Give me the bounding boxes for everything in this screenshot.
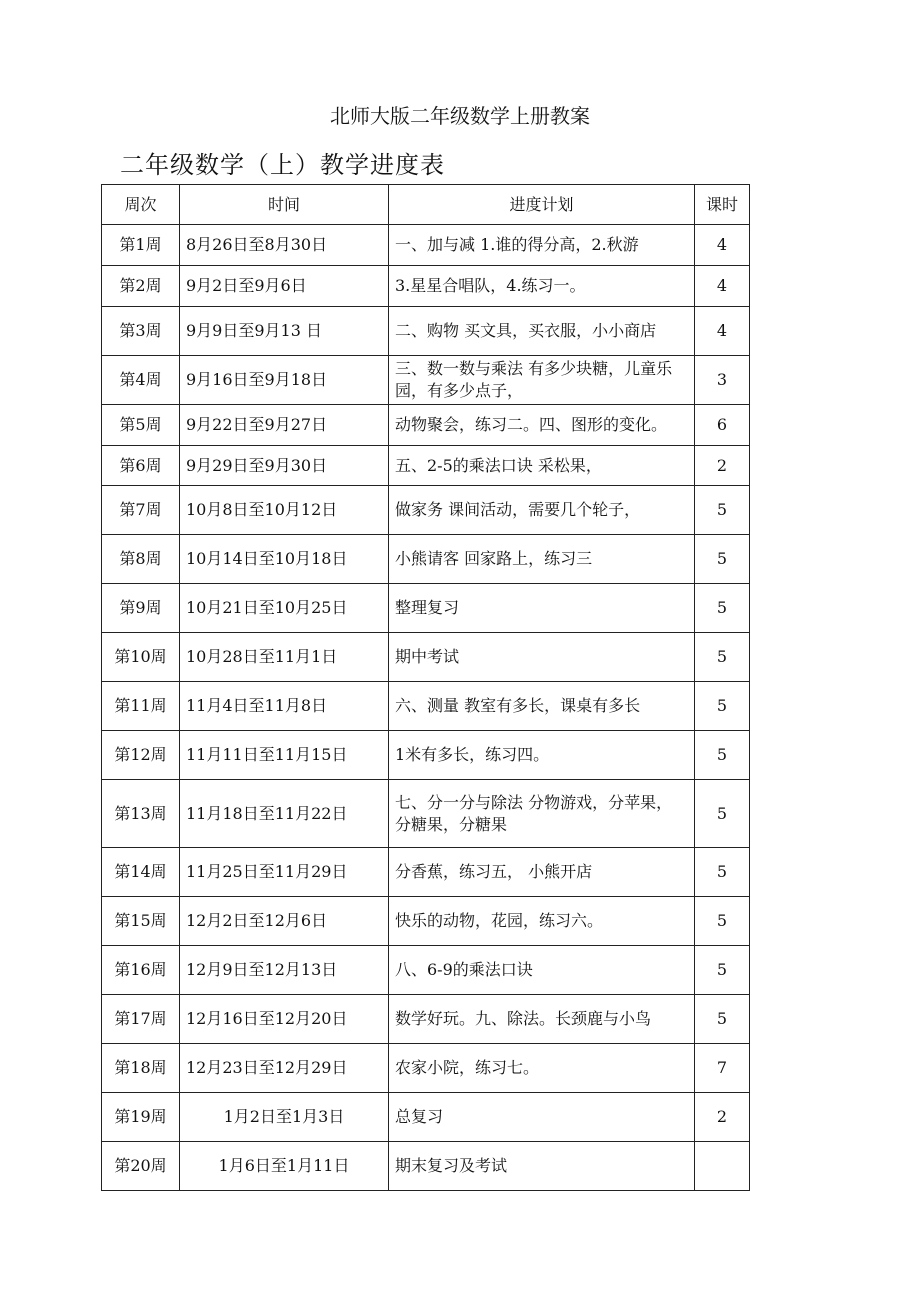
time-cell: 12月9日至12月13日	[180, 946, 389, 995]
table-row	[102, 584, 750, 633]
hours-cell: 5	[695, 731, 750, 780]
week-cell: 第10周	[102, 633, 180, 682]
hours-cell: 5	[695, 535, 750, 584]
hours-cell: 2	[695, 446, 750, 486]
table-row	[102, 682, 750, 731]
time-cell: 11月18日至11月22日	[180, 780, 389, 848]
hours-cell	[695, 1142, 750, 1191]
time-cell: 12月2日至12月6日	[180, 897, 389, 946]
plan-cell: 农家小院，练习七。	[389, 1044, 695, 1093]
schedule-title: 二年级数学（上）教学进度表	[120, 151, 445, 179]
plan-cell: 分香蕉，练习五， 小熊开店	[389, 848, 695, 897]
plan-cell: 做家务 课间活动，需要几个轮子，	[389, 486, 695, 535]
table-row	[102, 405, 750, 446]
hours-cell: 5	[695, 682, 750, 731]
time-cell: 11月4日至11月8日	[180, 682, 389, 731]
hours-cell: 5	[695, 848, 750, 897]
plan-cell: 一、加与减 1.谁的得分高，2.秋游	[389, 225, 695, 266]
week-cell: 第11周	[102, 682, 180, 731]
week-cell: 第12周	[102, 731, 180, 780]
plan-cell: 三、数一数与乘法 有多少块糖，儿童乐园，有多少点子，	[389, 356, 695, 405]
header-time: 时间	[180, 185, 389, 225]
time-cell: 9月9日至9月13 日	[180, 307, 389, 356]
hours-cell: 4	[695, 266, 750, 307]
table-row	[102, 446, 750, 486]
plan-cell: 期末复习及考试	[389, 1142, 695, 1191]
hours-cell: 3	[695, 356, 750, 405]
plan-cell: 数学好玩。九、除法。长颈鹿与小鸟	[389, 995, 695, 1044]
header-row	[102, 185, 750, 225]
plan-cell: 总复习	[389, 1093, 695, 1142]
week-cell: 第17周	[102, 995, 180, 1044]
table-row	[102, 1142, 750, 1191]
plan-cell: 六、测量 教室有多长，课桌有多长	[389, 682, 695, 731]
time-cell: 10月28日至11月1日	[180, 633, 389, 682]
week-cell: 第15周	[102, 897, 180, 946]
plan-cell: 二、购物 买文具，买衣服，小小商店	[389, 307, 695, 356]
time-cell: 9月16日至9月18日	[180, 356, 389, 405]
plan-cell: 动物聚会，练习二。四、图形的变化。	[389, 405, 695, 446]
week-cell: 第16周	[102, 946, 180, 995]
hours-cell: 5	[695, 633, 750, 682]
header-week: 周次	[102, 185, 180, 225]
plan-cell: 期中考试	[389, 633, 695, 682]
week-cell: 第2周	[102, 266, 180, 307]
time-cell: 12月16日至12月20日	[180, 995, 389, 1044]
week-cell: 第4周	[102, 356, 180, 405]
table-row	[102, 1093, 750, 1142]
time-cell: 11月11日至11月15日	[180, 731, 389, 780]
table-row	[102, 848, 750, 897]
document-title: 北师大版二年级数学上册教案	[330, 104, 590, 128]
time-cell: 12月23日至12月29日	[180, 1044, 389, 1093]
plan-cell: 3.星星合唱队，4.练习一。	[389, 266, 695, 307]
week-cell: 第5周	[102, 405, 180, 446]
schedule-table	[101, 184, 750, 1191]
hours-cell: 5	[695, 946, 750, 995]
table-row	[102, 1044, 750, 1093]
plan-cell: 八、6-9的乘法口诀	[389, 946, 695, 995]
table-row	[102, 946, 750, 995]
hours-cell: 6	[695, 405, 750, 446]
table-row	[102, 266, 750, 307]
time-cell: 1月2日至1月3日	[180, 1093, 389, 1142]
week-cell: 第8周	[102, 535, 180, 584]
time-cell: 10月8日至10月12日	[180, 486, 389, 535]
time-cell: 10月14日至10月18日	[180, 535, 389, 584]
table-row	[102, 225, 750, 266]
header-plan: 进度计划	[389, 185, 695, 225]
time-cell: 8月26日至8月30日	[180, 225, 389, 266]
hours-cell: 5	[695, 780, 750, 848]
week-cell: 第18周	[102, 1044, 180, 1093]
plan-cell: 七、分一分与除法 分物游戏，分苹果，分糖果，分糖果	[389, 780, 695, 848]
week-cell: 第7周	[102, 486, 180, 535]
plan-cell: 整理复习	[389, 584, 695, 633]
week-cell: 第19周	[102, 1093, 180, 1142]
table-row	[102, 535, 750, 584]
hours-cell: 5	[695, 584, 750, 633]
table-row	[102, 995, 750, 1044]
hours-cell: 2	[695, 1093, 750, 1142]
hours-cell: 5	[695, 995, 750, 1044]
plan-cell: 快乐的动物，花园，练习六。	[389, 897, 695, 946]
table-row	[102, 307, 750, 356]
table-row	[102, 780, 750, 848]
table-row	[102, 633, 750, 682]
plan-cell: 小熊请客 回家路上，练习三	[389, 535, 695, 584]
time-cell: 9月22日至9月27日	[180, 405, 389, 446]
table-row	[102, 356, 750, 405]
table-row	[102, 731, 750, 780]
table-row	[102, 897, 750, 946]
time-cell: 9月2日至9月6日	[180, 266, 389, 307]
plan-cell: 1米有多长，练习四。	[389, 731, 695, 780]
hours-cell: 4	[695, 225, 750, 266]
table-row	[102, 486, 750, 535]
hours-cell: 4	[695, 307, 750, 356]
week-cell: 第20周	[102, 1142, 180, 1191]
week-cell: 第14周	[102, 848, 180, 897]
week-cell: 第3周	[102, 307, 180, 356]
hours-cell: 5	[695, 486, 750, 535]
week-cell: 第1周	[102, 225, 180, 266]
time-cell: 9月29日至9月30日	[180, 446, 389, 486]
time-cell: 1月6日至1月11日	[180, 1142, 389, 1191]
week-cell: 第6周	[102, 446, 180, 486]
week-cell: 第13周	[102, 780, 180, 848]
header-hours: 课时	[695, 185, 750, 225]
hours-cell: 7	[695, 1044, 750, 1093]
time-cell: 10月21日至10月25日	[180, 584, 389, 633]
plan-cell: 五、2-5的乘法口诀 采松果，	[389, 446, 695, 486]
time-cell: 11月25日至11月29日	[180, 848, 389, 897]
week-cell: 第9周	[102, 584, 180, 633]
hours-cell: 5	[695, 897, 750, 946]
